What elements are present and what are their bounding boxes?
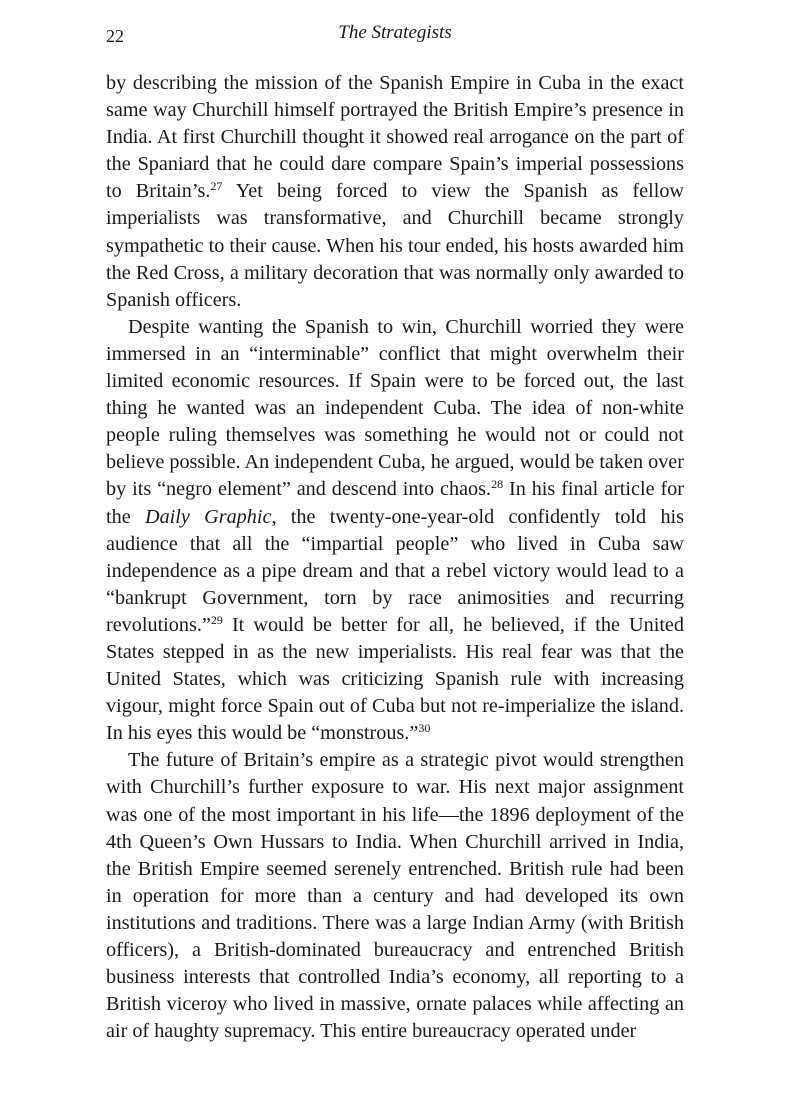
footnote-marker: 30 xyxy=(418,721,431,736)
text-run: , the twenty-one-year-old confidently told his audience that all the “impartial people” who lived in Cuba saw independence as a pipe dream and that a rebel victory would lead to a “bankrupt Government, torn by race animosities and recurring revolutions.” xyxy=(106,505,684,636)
footnote-marker: 27 xyxy=(210,179,223,194)
page-number: 22 xyxy=(106,26,124,46)
running-head xyxy=(106,22,684,50)
paragraph xyxy=(106,747,684,1045)
body-text xyxy=(106,70,684,1045)
running-title: The Strategists xyxy=(338,22,452,43)
text-run: In his final article for the xyxy=(106,478,684,528)
footnote-marker: 28 xyxy=(491,477,504,492)
footnote-marker: 29 xyxy=(210,612,223,627)
italic-title: Daily Graphic xyxy=(144,505,272,528)
paragraph xyxy=(106,314,684,748)
text-run: Despite wanting the Spanish to win, Churchill worried they were immersed in an “interminable” conflict that might overwhelm their limited economic resources. If Spain were to be forced out, the last thing he wanted was an independent Cuba. The idea of non-white people ruling themselves was something he would not or could not believe possible. An independent Cuba, he argued, would be taken over by its “negro element” and descend into chaos. xyxy=(106,315,684,501)
paragraph xyxy=(106,70,684,314)
text-run: The future of Britain’s empire as a strategic pivot would strengthen with Churchill’s further exposure to war. His next major assignment was one of the most important in his life—the 1896 deployment of the 4th Queen’s Own Hussars to India. When Churchill arrived in India, the British Empire seemed serenely entrenched. British rule had been in operation for more than a century and had developed its own institutions and traditions. There was a large Indian Army (with British officers), a British-dominated bureaucracy and entrenched British business interests that controlled India’s economy, all reporting to a British viceroy who lived in massive, ornate palaces while affecting an air of haughty supremacy. This entire bureaucracy operated under xyxy=(106,749,684,1043)
text-run: by describing the mission of the Spanish Empire in Cuba in the exact same way Churchill himself portrayed the British Empire’s presence in India. At first Churchill thought it showed real arrogance on the part of the Spaniard that he could dare compare Spain’s imperial possessions to Britain’s. xyxy=(106,72,684,203)
text-run: Yet being forced to view the Spanish as fellow imperialists was transformative, and Churchill became strongly sympathetic to their cause. When his tour ended, his hosts awarded him the Red Cross, a military decoration that was normally only awarded to Spanish officers. xyxy=(106,180,684,311)
text-run: It would be better for all, he believed, if the United States stepped in as the new imperialists. His real fear was that the United States, which was criticizing Spanish rule with increasing vigour, might force Spain out of Cuba but not re-imperialize the island. In his eyes this would be “monstrous.” xyxy=(106,613,684,745)
